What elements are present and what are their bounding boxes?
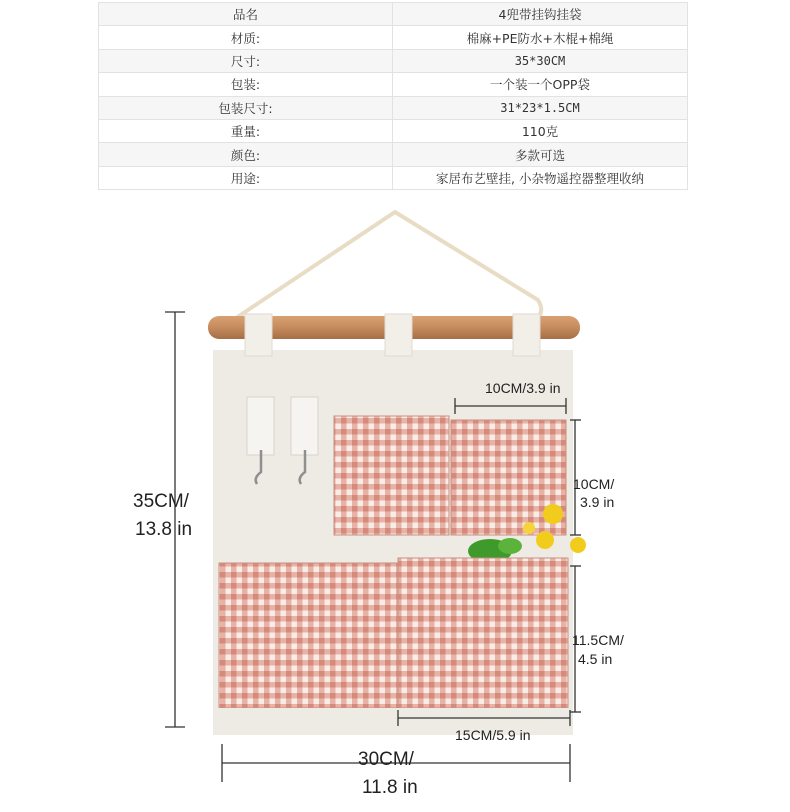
spec-row: [99, 143, 688, 166]
spec-row: [99, 49, 688, 72]
spec-value: 4兜带挂钩挂袋: [393, 3, 688, 26]
spec-row: [99, 3, 688, 26]
spec-key: 包装尺寸:: [99, 96, 393, 119]
product-photo: [0, 195, 790, 808]
spec-table: [98, 2, 688, 190]
spec-value: 31*23*1.5CM: [393, 96, 688, 119]
large-pocket-left: [219, 563, 399, 708]
spec-value: 棉麻+PE防水+木棍+棉绳: [393, 26, 688, 49]
spec-key: 材质:: [99, 26, 393, 49]
spec-row: [99, 119, 688, 142]
spec-row: [99, 26, 688, 49]
small-pocket-height-in-label: 3.9 in: [580, 494, 615, 510]
large-pocket-height-cm-label: 11.5CM/: [572, 632, 624, 648]
width-cm-label: 30CM/: [358, 749, 414, 770]
spec-key: 尺寸:: [99, 49, 393, 72]
spec-key: 用途:: [99, 166, 393, 189]
height-in-label: 13.8 in: [135, 519, 193, 540]
spec-value: 多款可选: [393, 143, 688, 166]
small-pocket-height-cm-label: 10CM/: [573, 476, 615, 492]
spec-row: [99, 96, 688, 119]
large-pocket-width-label: 15CM/5.9 in: [455, 727, 531, 743]
spec-value: 一个装一个OPP袋: [393, 73, 688, 96]
spec-value: 35*30CM: [393, 49, 688, 72]
large-pocket-right: [398, 558, 568, 708]
spec-key: 颜色:: [99, 143, 393, 166]
spec-key: 包装:: [99, 73, 393, 96]
width-in-label: 11.8 in: [362, 777, 418, 798]
spec-row: [99, 166, 688, 189]
spec-key: 品名: [99, 3, 393, 26]
spec-key: 重量:: [99, 119, 393, 142]
small-pocket-width-label: 10CM/3.9 in: [485, 380, 561, 396]
spec-value: 110克: [393, 119, 688, 142]
spec-row: [99, 73, 688, 96]
large-pocket-height-in-label: 4.5 in: [578, 651, 613, 667]
wall-organizer-illustration: [0, 195, 790, 808]
small-pocket-left: [334, 416, 449, 535]
spec-value: 家居布艺壁挂, 小杂物遥控器整理收纳: [393, 166, 688, 189]
height-cm-label: 35CM/: [133, 491, 189, 512]
